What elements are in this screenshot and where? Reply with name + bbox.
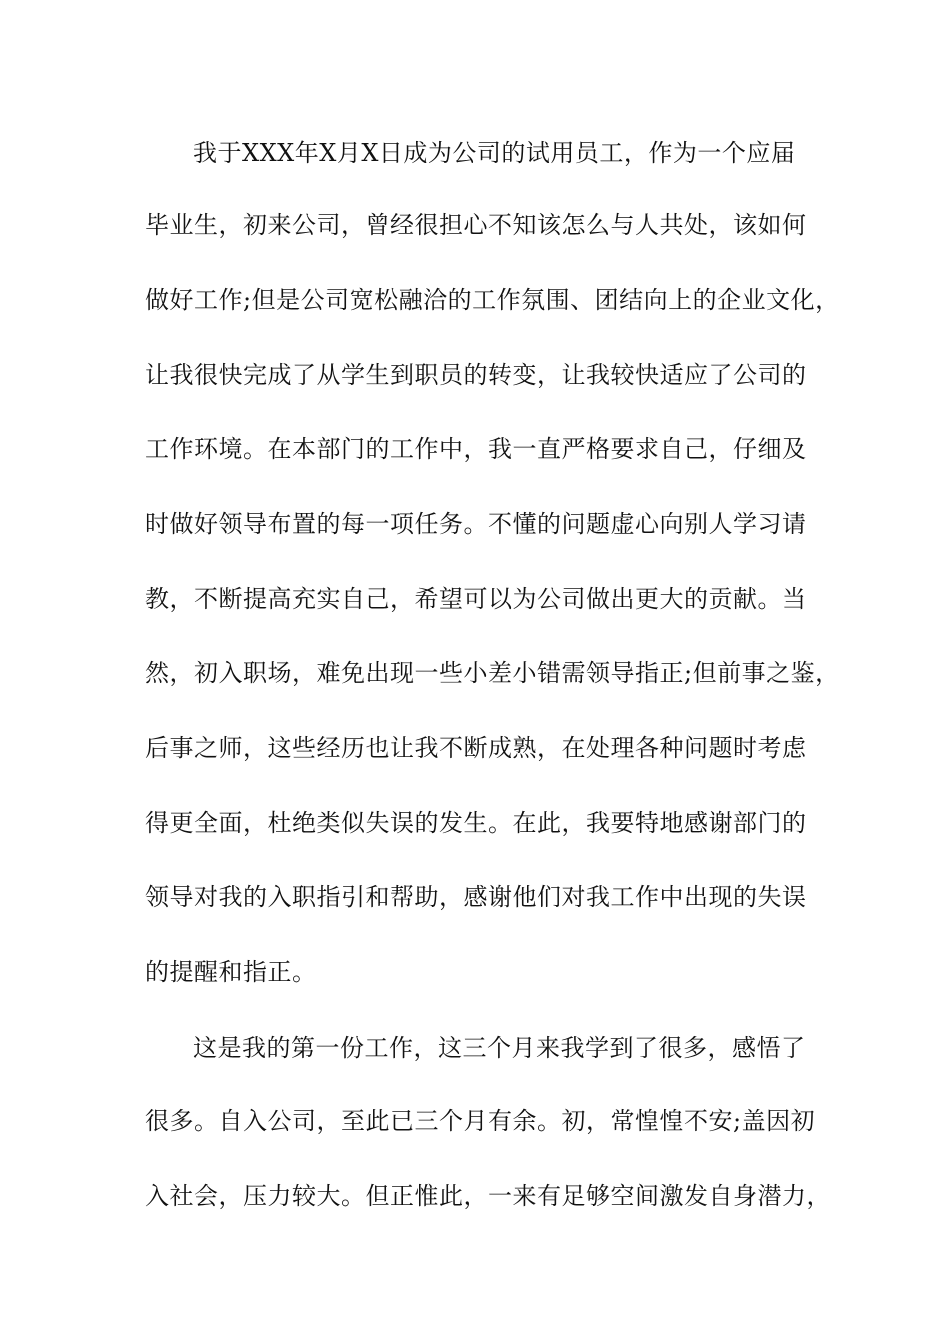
paragraph-1-line-6: 时做好领导布置的每一项任务。不懂的问题虚心向别人学习请: [145, 510, 807, 538]
paragraph-1-line-5: 工作环境。在本部门的工作中，我一直严格要求自己，仔细及: [145, 435, 807, 463]
paragraph-2-line-1: 这是我的第一份工作，这三个月来我学到了很多，感悟了: [193, 1034, 806, 1062]
paragraph-2-line-3: 入社会，压力较大。但正惟此，一来有足够空间激发自身潜力，: [145, 1182, 831, 1210]
paragraph-1-line-9: 后事之师，这些经历也让我不断成熟，在处理各种问题时考虑: [145, 734, 807, 762]
paragraph-1-line-2: 毕业生，初来公司，曾经很担心不知该怎么与人共处，该如何: [145, 211, 807, 239]
paragraph-1-line-12: 的提醒和指正。: [145, 958, 317, 986]
paragraph-1-line-7: 教，不断提高充实自己，希望可以为公司做出更大的贡献。当: [145, 585, 807, 613]
paragraph-1-line-8: 然，初入职场，难免出现一些小差小错需领导指正;但前事之鉴，: [145, 659, 840, 687]
paragraph-1-line-4: 让我很快完成了从学生到职员的转变，让我较快适应了公司的: [145, 361, 807, 389]
paragraph-1-line-10: 得更全面，杜绝类似失误的发生。在此，我要特地感谢部门的: [145, 809, 807, 837]
paragraph-1-line-1: 我于XXX年X月X日成为公司的试用员工，作为一个应届: [193, 139, 796, 167]
paragraph-2-line-2: 很多。自入公司，至此已三个月有余。初，常惶惶不安;盖因初: [145, 1107, 816, 1135]
paragraph-1-line-3: 做好工作;但是公司宽松融洽的工作氛围、团结向上的企业文化，: [145, 286, 840, 314]
paragraph-1-line-11: 领导对我的入职指引和帮助，感谢他们对我工作中出现的失误: [145, 883, 807, 911]
